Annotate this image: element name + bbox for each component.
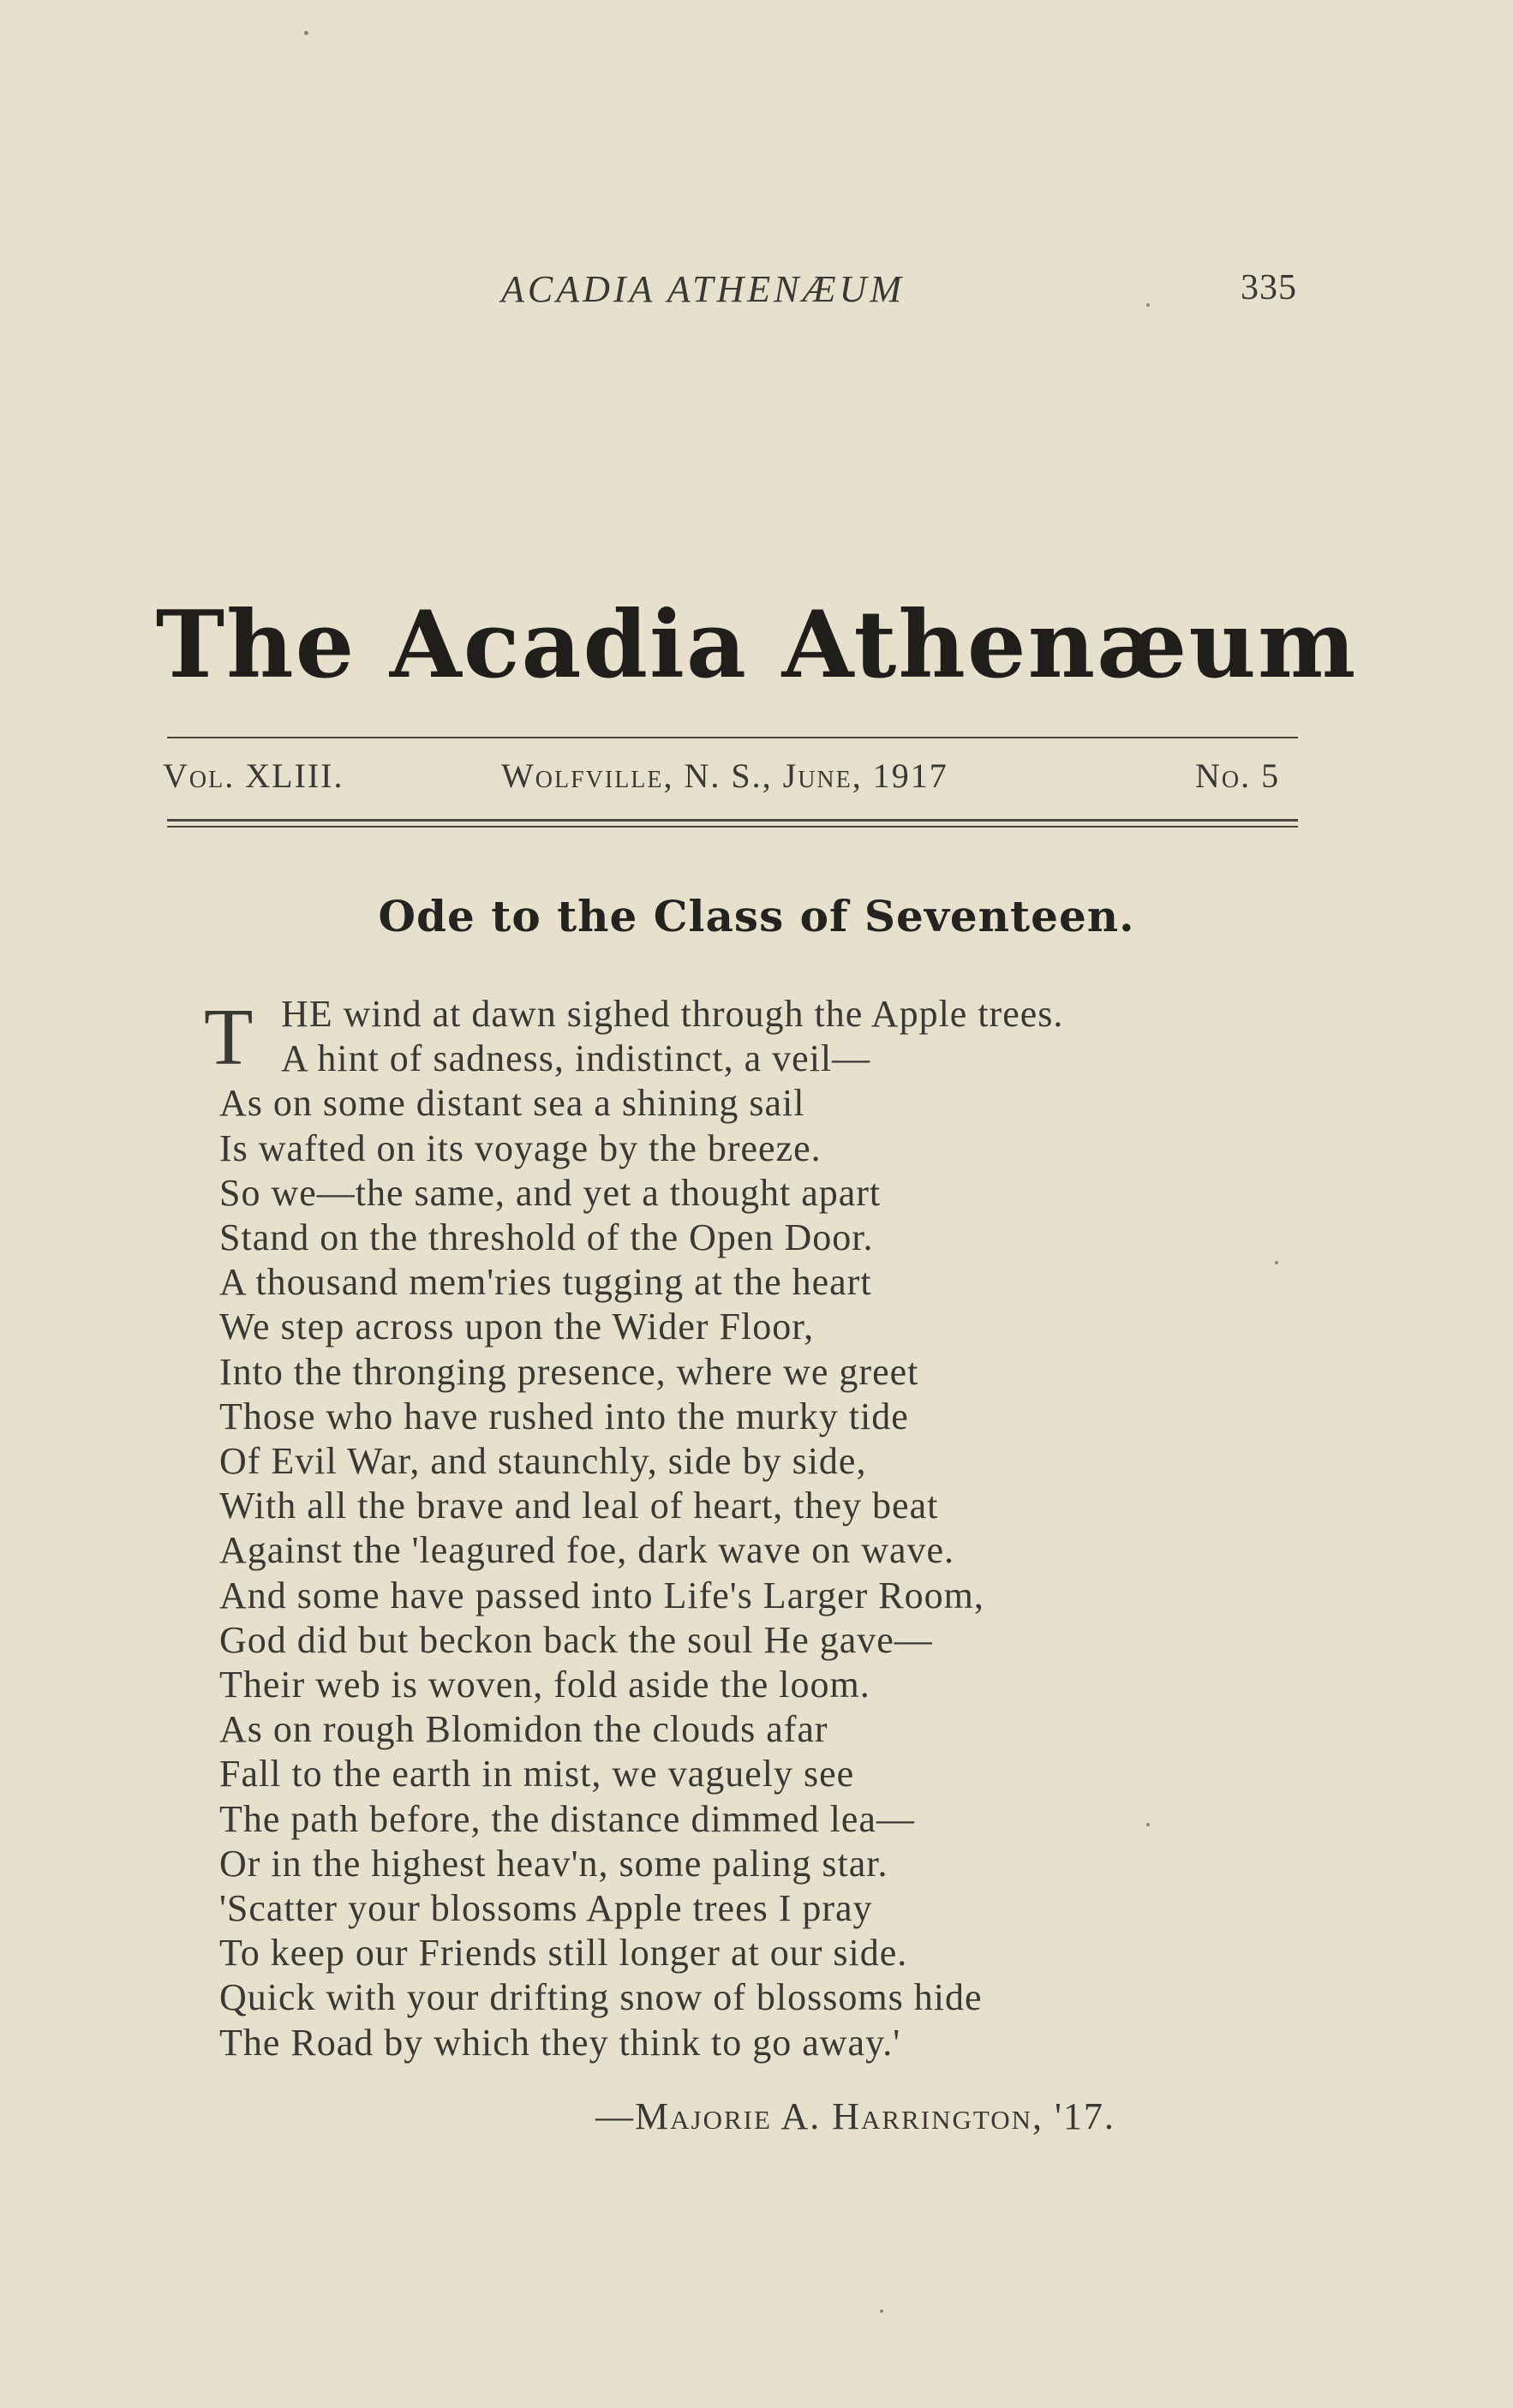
place-date-label: Wolfville, N. S., June, 1917 <box>501 756 948 795</box>
poem-line: Is wafted on its voyage by the breeze. <box>219 1126 822 1169</box>
issue-number-label: No. 5 <box>1195 756 1281 795</box>
masthead-title: The Acadia Athenæum <box>155 591 1358 699</box>
masthead-rule-top <box>167 737 1298 738</box>
poem-line: Those who have rushed into the murky tide <box>219 1395 909 1437</box>
poem-body <box>204 992 1333 2065</box>
volume-label: Vol. XLIII. <box>163 756 344 795</box>
poem-line: Against the 'leagured foe, dark wave on wave. <box>219 1529 955 1572</box>
poem-line: With all the brave and leal of heart, they beat <box>219 1485 939 1527</box>
poem-line: As on some distant sea a shining sail <box>219 1082 805 1125</box>
poem-title: Ode to the Class of Seventeen. <box>378 891 1135 941</box>
poem-line: So we—the same, and yet a thought apart <box>219 1171 882 1214</box>
running-title: ACADIA ATHENÆUM <box>501 268 906 310</box>
issue-line <box>0 756 1513 807</box>
masthead-rule-bottom <box>167 819 1298 822</box>
poem-line: God did but beckon back the soul He gave— <box>219 1618 933 1661</box>
poem-lines <box>219 1037 1333 2065</box>
poem-line: Of Evil War, and staunchly, side by side, <box>219 1440 867 1483</box>
poem-line: To keep our Friends still longer at our side. <box>219 1932 908 1975</box>
masthead-rule-bottom-double <box>167 826 1298 828</box>
poem-line: Stand on the threshold of the Open Door. <box>219 1216 874 1259</box>
poem-line: Quick with your drifting snow of blossoms hide <box>219 1976 983 2019</box>
poem-line: Into the thronging presence, where we greet <box>219 1350 919 1393</box>
poem-line: A thousand mem'ries tugging at the heart <box>219 1261 872 1304</box>
drop-cap: T <box>204 993 254 1082</box>
poem-line: Fall to the earth in mist, we vaguely see <box>219 1753 855 1796</box>
poem-line: And some have passed into Life's Larger Room, <box>219 1574 984 1616</box>
poem-line: As on rough Blomidon the clouds afar <box>219 1708 828 1751</box>
poem-first-line-text: HE wind at dawn sighed through the Apple trees. <box>281 993 1064 1035</box>
poem-line: We step across upon the Wider Floor, <box>219 1306 815 1348</box>
poem-line: 'Scatter your blossoms Apple trees I pray <box>219 1887 873 1930</box>
poem-line: The path before, the distance dimmed lea— <box>219 1797 915 1840</box>
poem-line: The Road by which they think to go away.' <box>219 2021 901 2064</box>
poem-line: A hint of sadness, indistinct, a veil— <box>281 1037 871 1080</box>
page-number: 335 <box>1241 268 1297 308</box>
poem-signature: —Majorie A. Harrington, '17. <box>595 2095 1115 2137</box>
poem-line: Or in the highest heav'n, some paling star. <box>219 1842 888 1885</box>
running-head <box>0 267 1513 319</box>
poem-line: Their web is woven, fold aside the loom. <box>219 1664 870 1706</box>
